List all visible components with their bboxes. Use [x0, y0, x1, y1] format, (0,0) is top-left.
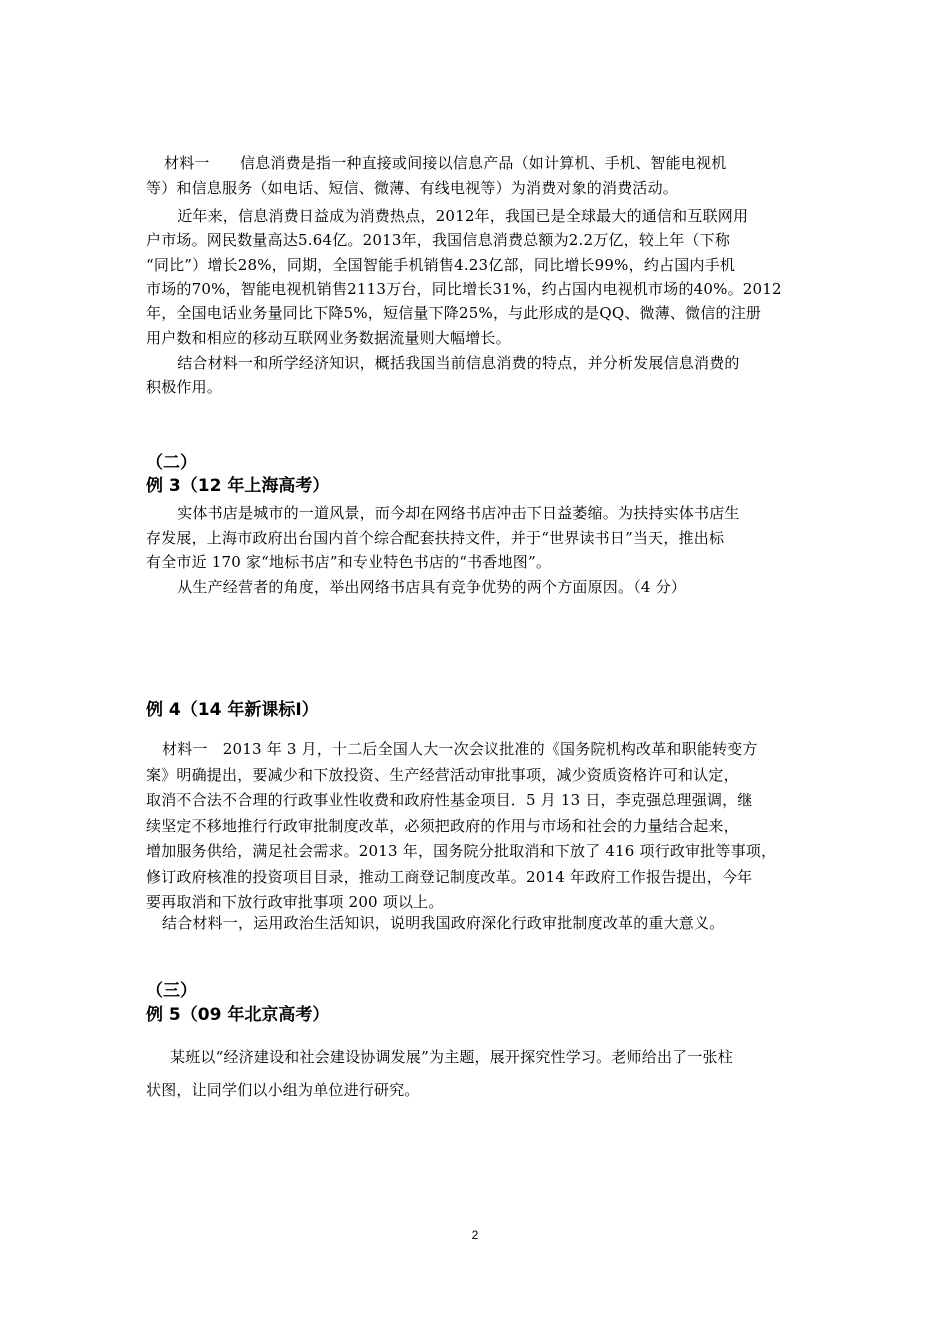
example3-line-4: 从生产经营者的角度，举出网络书店具有竞争优势的两个方面原因。（4 分） [162, 578, 687, 596]
material1-line-4: 户市场。网民数量高达5.64亿。2013年，我国信息消费总额为2.2万亿，较上年（下称 [146, 231, 731, 249]
section-label-2: （二） [146, 453, 197, 473]
material1-line-7: 年，全国电话业务量同比下降5%，短信量下降25%，与此形成的是QQ、微薄、微信的注册 [146, 304, 762, 322]
material1-line-2: 等）和信息服务（如电话、短信、微薄、有线电视等）为消费对象的消费活动。 [146, 179, 679, 197]
example3-line-2: 存发展，上海市政府出台国内首个综合配套扶持文件，并于“世界读书日”当天，推出标 [146, 529, 725, 547]
material1-line-3: 近年来，信息消费日益成为消费热点，2012年，我国已是全球最大的通信和互联网用 [162, 207, 749, 225]
example4-line-5: 增加服务供给，满足社会需求。2013 年，国务院分批取消和下放了 416 项行政审批等事项， [146, 842, 777, 860]
material1-line-8: 用户数和相应的移动互联网业务数据流量则大幅增长。 [146, 329, 511, 347]
example3-line-3: 有全市近 170 家“地标书店”和专业特色书店的“书香地图”。 [146, 553, 552, 571]
material1-line-1: 材料一 信息消费是指一种直接或间接以信息产品（如计算机、手机、智能电视机 [164, 154, 727, 172]
example4-line-8: 结合材料一，运用政治生活知识，说明我国政府深化行政审批制度改革的重大意义。 [162, 914, 725, 932]
material1-line-5: “同比”）增长28%，同期，全国智能手机销售4.23亿部，同比增长99%，约占国内手机 [146, 256, 736, 274]
example3-line-1: 实体书店是城市的一道风景，而今却在网络书店冲击下日益萎缩。为扶持实体书店生 [162, 504, 740, 522]
example5-line-2: 状图，让同学们以小组为单位进行研究。 [146, 1081, 420, 1099]
example4-line-3: 取消不合法不合理的行政事业性收费和政府性基金项目．5 月 13 日，李克强总理强调，继 [146, 791, 753, 809]
example4-line-6: 修订政府核准的投资项目目录，推动工商登记制度改革。2014 年政府工作报告提出，今年 [146, 868, 753, 886]
example4-line-1: 材料一 2013 年 3 月，十二后全国人大一次会议批准的《国务院机构改革和职能转变方 [162, 740, 758, 758]
material1-line-6: 市场的70%，智能电视机销售2113万台，同比增长31%，约占国内电视机市场的40%。2012 [146, 280, 782, 298]
example-5-title: 例 5（09 年北京高考） [146, 1005, 330, 1025]
example-3-title: 例 3（12 年上海高考） [146, 476, 330, 496]
example4-line-7: 要再取消和下放行政审批事项 200 项以上。 [146, 893, 444, 911]
example5-line-1: 某班以“经济建设和社会建设协调发展”为主题，展开探究性学习。老师给出了一张柱 [170, 1048, 733, 1066]
example4-line-2: 案》明确提出，要减少和下放投资、生产经营活动审批事项，减少资质资格许可和认定， [146, 766, 739, 784]
example-4-title: 例 4（14 年新课标Ⅰ） [146, 700, 319, 720]
material1-line-9: 结合材料一和所学经济知识，概括我国当前信息消费的特点，并分析发展信息消费的 [162, 354, 740, 372]
section-label-3: （三） [146, 981, 197, 1001]
page-number: 2 [471, 1228, 479, 1242]
material1-line-10: 积极作用。 [146, 378, 223, 396]
example4-line-4: 续坚定不移地推行行政审批制度改革，必须把政府的作用与市场和社会的力量结合起来， [146, 817, 739, 835]
